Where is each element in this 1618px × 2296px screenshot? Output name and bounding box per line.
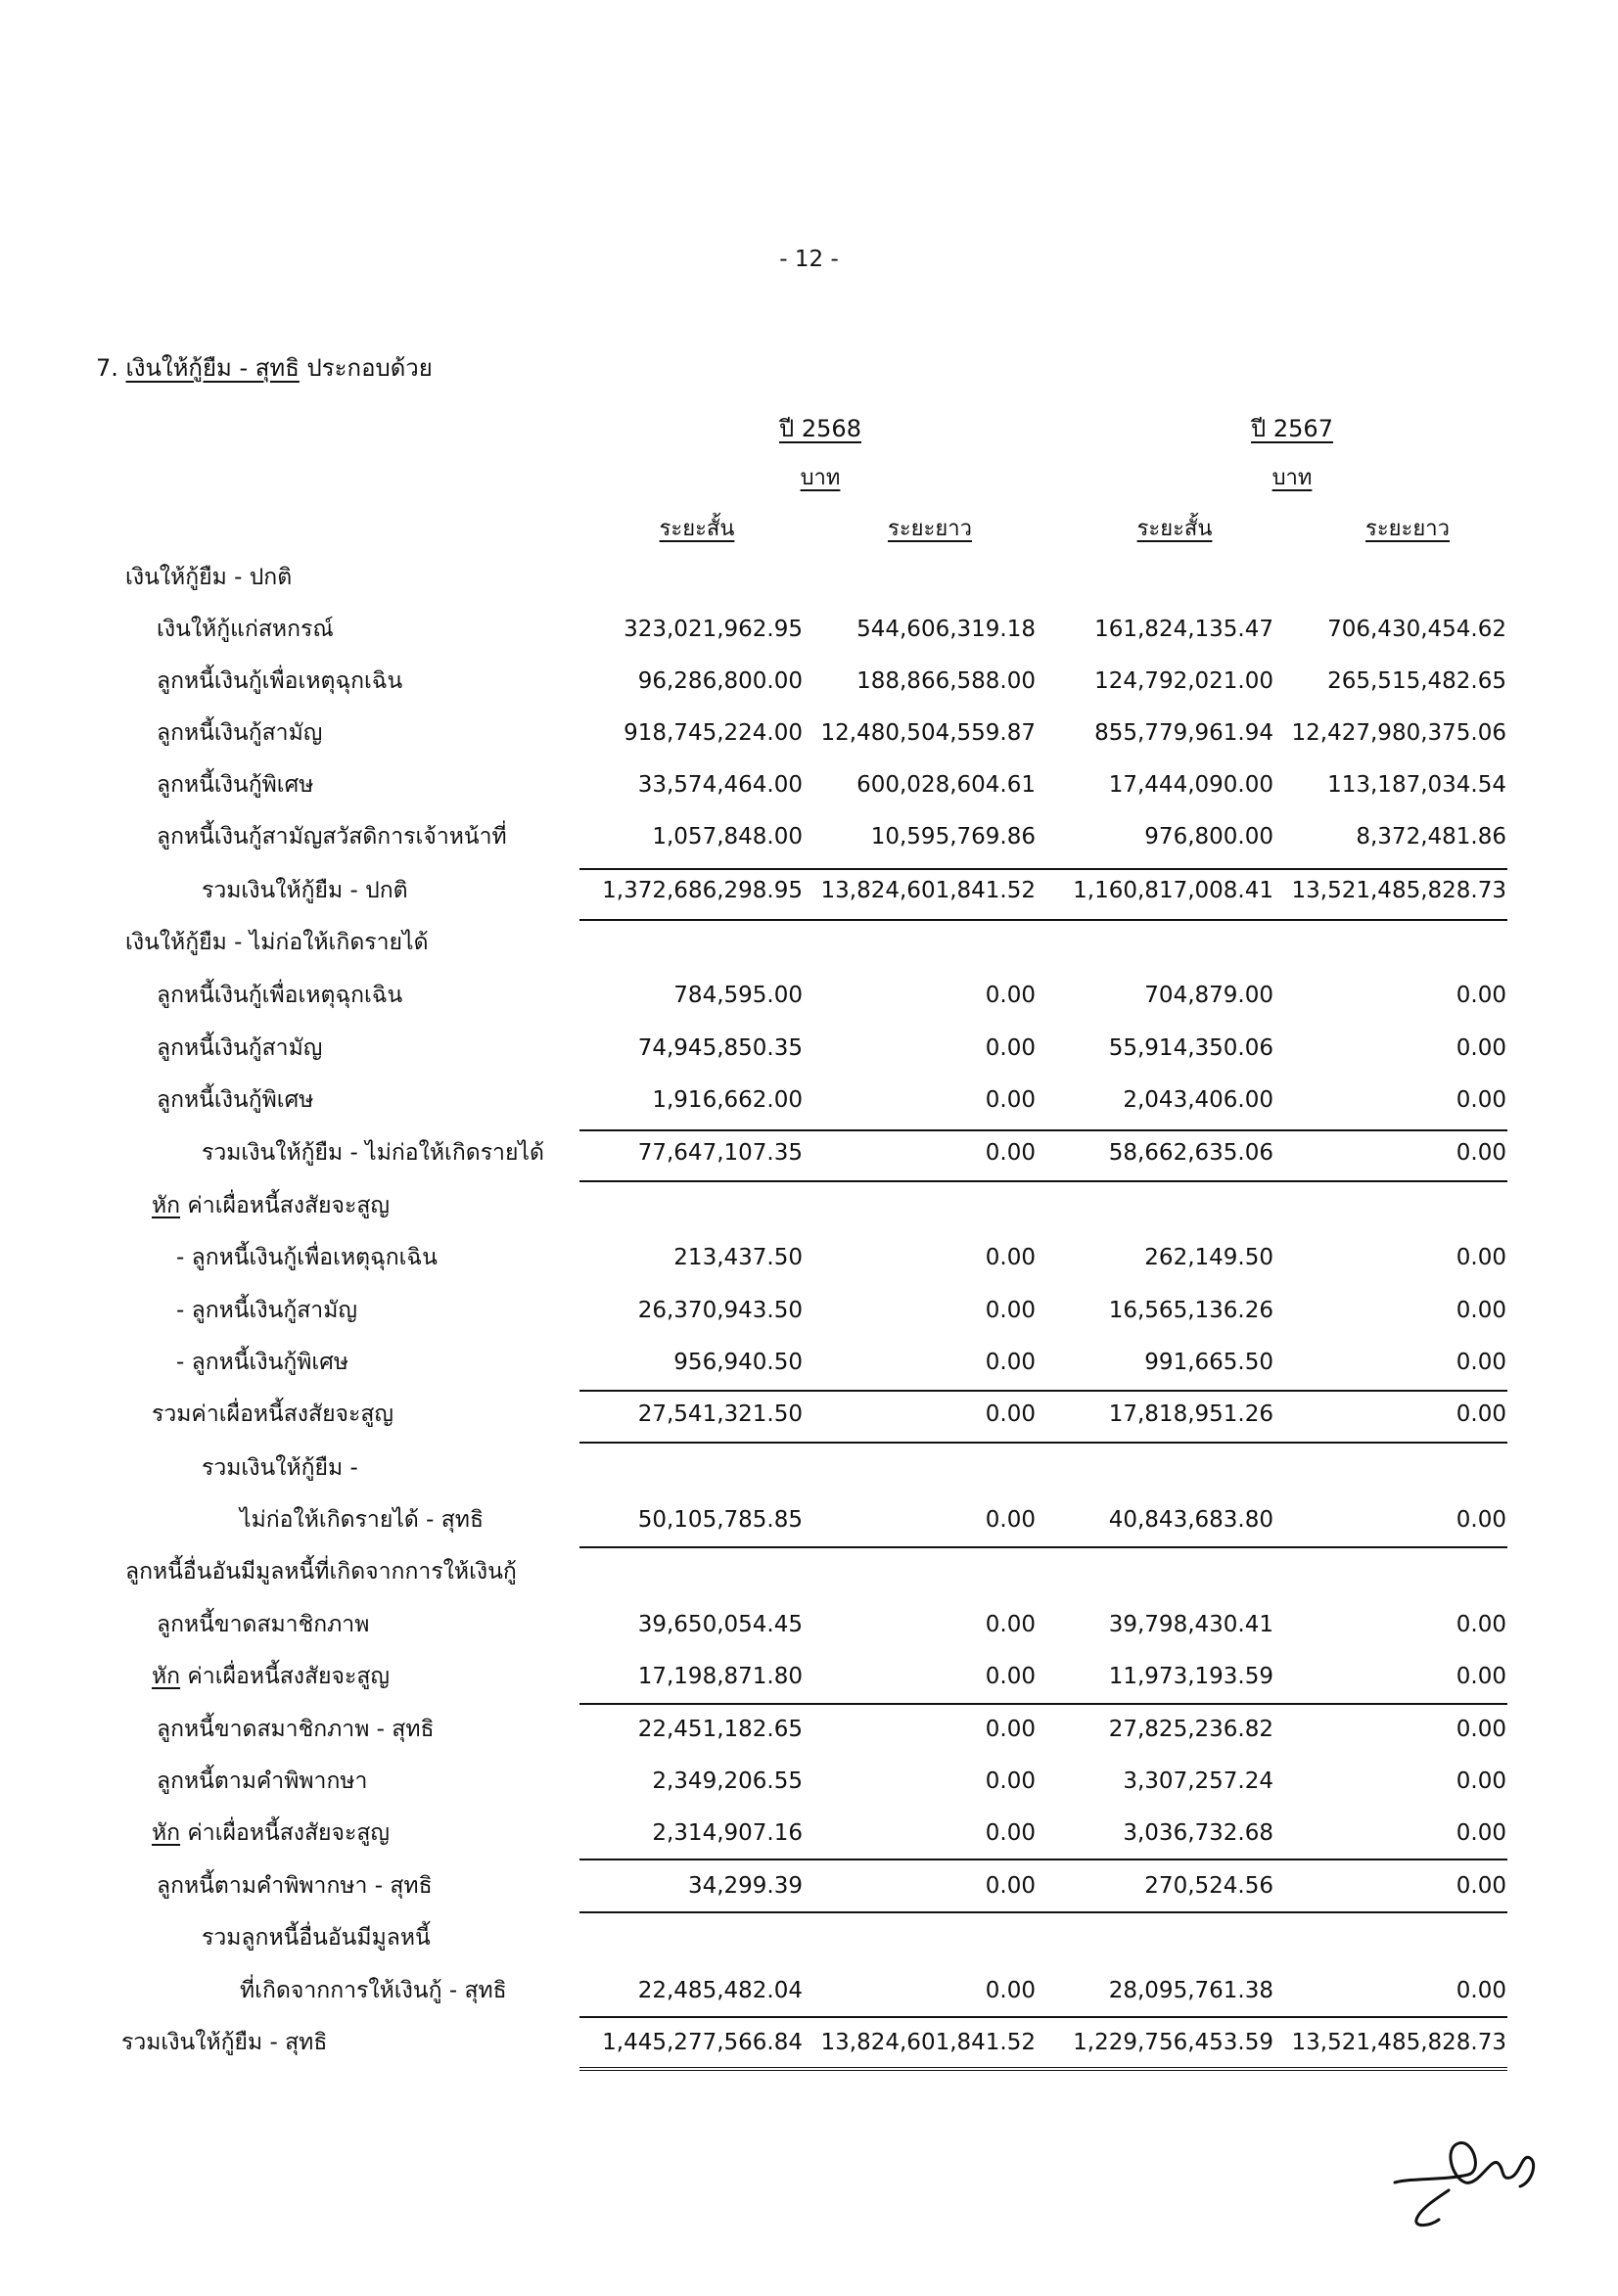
cell-value: 11,973,193.59: [1108, 1664, 1273, 1689]
cell-value: 1,057,848.00: [652, 824, 803, 850]
cell-value: 0.00: [985, 1820, 1036, 1846]
cell-value: 0.00: [1456, 1717, 1506, 1742]
row-label-text: ลูกหนี้อื่นอันมีมูลหนี้ที่เกิดจากการให้เงินกู้: [125, 1559, 517, 1584]
row-label: [240, 1504, 484, 1536]
table-row: [0, 821, 1618, 860]
row-label-text: ลูกหนี้เงินกู้เพื่อเหตุฉุกเฉิน: [157, 668, 403, 694]
cell-value: 17,198,871.80: [637, 1664, 803, 1689]
row-label-text: ค่าเผื่อหนี้สงสัยจะสูญ: [187, 1193, 390, 1218]
page-number: - 12 -: [779, 247, 839, 272]
cell-value: 0.00: [1456, 1507, 1506, 1533]
cell-value: 0.00: [985, 1140, 1036, 1166]
cell-value: 0.00: [985, 1298, 1036, 1323]
table-row: [0, 562, 1618, 601]
table-row: [0, 1714, 1618, 1753]
rule-below-total-npl: [579, 1180, 1507, 1182]
row-label: [121, 2027, 327, 2058]
cell-value: 956,940.50: [673, 1350, 803, 1375]
cell-value: 0.00: [985, 1507, 1036, 1533]
row-label-text: เงินให้กู้ยืม - ไม่ก่อให้เกิดรายได้: [125, 930, 429, 955]
cell-value: 2,314,907.16: [652, 1820, 803, 1846]
row-label: [125, 562, 292, 593]
row-label-text: - ลูกหนี้เงินกู้สามัญ: [176, 1298, 357, 1323]
row-label-text: รวมค่าเผื่อหนี้สงสัยจะสูญ: [152, 1401, 394, 1427]
table-row: [0, 1504, 1618, 1543]
cell-value: 0.00: [1456, 1350, 1506, 1375]
table-row: [0, 1242, 1618, 1281]
row-label: [157, 980, 402, 1011]
row-label: [157, 1870, 433, 1902]
table-row: [0, 614, 1618, 653]
table-row: [0, 1295, 1618, 1334]
cell-value: 74,945,850.35: [637, 1035, 803, 1061]
table-row: [0, 1452, 1618, 1492]
row-label: [240, 1975, 507, 2006]
cell-value: 77,647,107.35: [637, 1140, 803, 1166]
cell-value: 34,299.39: [687, 1873, 803, 1899]
row-label-text: ค่าเผื่อหนี้สงสัยจะสูญ: [187, 1820, 390, 1846]
cell-value: 2,349,206.55: [652, 1768, 803, 1794]
cell-value: 706,430,454.62: [1327, 617, 1506, 642]
cell-value: 27,825,236.82: [1108, 1717, 1273, 1742]
cell-value: 40,843,683.80: [1108, 1507, 1273, 1533]
table-row: [0, 1190, 1618, 1229]
section-title-text: เงินให้กู้ยืม - สุทธิ: [125, 354, 300, 382]
cell-value: 784,595.00: [673, 983, 803, 1008]
row-label: [202, 1922, 431, 1953]
unit-header-2568: บาท: [800, 466, 841, 490]
cell-value: 0.00: [1456, 1612, 1506, 1637]
cell-value: 16,565,136.26: [1108, 1298, 1273, 1323]
cell-value: 0.00: [985, 1768, 1036, 1794]
cell-value: 991,665.50: [1144, 1350, 1273, 1375]
cell-value: 161,824,135.47: [1094, 617, 1273, 642]
cell-value: 0.00: [985, 983, 1036, 1008]
table-row: [0, 769, 1618, 808]
row-label-text: ลูกหนี้เงินกู้สามัญ: [157, 1035, 323, 1061]
cell-value: 0.00: [985, 1035, 1036, 1061]
cell-value: 265,515,482.65: [1327, 668, 1506, 694]
cell-value: 0.00: [985, 1717, 1036, 1742]
row-label-text: - ลูกหนี้เงินกู้พิเศษ: [176, 1350, 349, 1375]
cell-value: 1,445,277,566.84: [602, 2030, 803, 2055]
cell-value: 704,879.00: [1144, 983, 1273, 1008]
cell-value: 33,574,464.00: [637, 772, 803, 798]
cell-value: 0.00: [1456, 983, 1506, 1008]
cell-value: 12,480,504,559.87: [820, 720, 1036, 746]
cell-value: 0.00: [985, 1873, 1036, 1899]
row-label-text: ลูกหนี้เงินกู้สามัญ: [157, 720, 323, 746]
row-label-prefix: หัก: [152, 1664, 181, 1689]
rule-grand-total-double: [579, 2067, 1507, 2074]
row-label-prefix: หัก: [152, 1820, 181, 1846]
col-header-short-2568: ระยะสั้น: [659, 517, 735, 541]
cell-value: 0.00: [1456, 1873, 1506, 1899]
row-label-text: ลูกหนี้เงินกู้พิเศษ: [157, 1087, 314, 1113]
cell-value: 28,095,761.38: [1108, 1978, 1273, 2003]
cell-value: 855,779,961.94: [1094, 720, 1273, 746]
cell-value: 976,800.00: [1144, 824, 1273, 850]
rule-above-total-allowance: [579, 1390, 1507, 1392]
cell-value: 1,160,817,008.41: [1073, 878, 1273, 903]
table-row: [0, 1347, 1618, 1386]
cell-value: 22,485,482.04: [637, 1978, 803, 2003]
cell-value: 1,372,686,298.95: [602, 878, 803, 903]
cell-value: 544,606,319.18: [856, 617, 1036, 642]
table-row: [0, 875, 1618, 914]
cell-value: 0.00: [985, 1245, 1036, 1270]
row-label-prefix: หัก: [152, 1193, 181, 1218]
row-label: [157, 666, 402, 697]
cell-value: 0.00: [1456, 1245, 1506, 1270]
row-label: [157, 1033, 322, 1064]
col-header-long-2568: ระยะยาว: [888, 517, 972, 541]
table-row: [0, 1922, 1618, 1961]
cell-value: 124,792,021.00: [1094, 668, 1273, 694]
row-label: [157, 614, 334, 645]
row-label-text: รวมลูกหนี้อื่นอันมีมูลหนี้: [202, 1925, 431, 1951]
table-row: [0, 1766, 1618, 1805]
cell-value: 17,444,090.00: [1108, 772, 1273, 798]
table-row: [0, 1556, 1618, 1595]
row-label: [176, 1242, 438, 1273]
row-label: [157, 717, 322, 749]
row-label: [157, 821, 507, 852]
row-label: [125, 1556, 517, 1587]
row-label: [176, 1295, 357, 1326]
table-row: [0, 1870, 1618, 1909]
row-label-text: ลูกหนี้เงินกู้เพื่อเหตุฉุกเฉิน: [157, 983, 403, 1008]
cell-value: 918,745,224.00: [624, 720, 803, 746]
table-row: [0, 1975, 1618, 2014]
cell-value: 96,286,800.00: [637, 668, 803, 694]
cell-value: 323,021,962.95: [624, 617, 803, 642]
table-row: [0, 717, 1618, 757]
table-row: [0, 980, 1618, 1019]
col-header-short-2567: ระยะสั้น: [1136, 517, 1213, 541]
cell-value: 213,437.50: [673, 1245, 803, 1270]
cell-value: 12,427,980,375.06: [1291, 720, 1506, 746]
row-label-text: รวมเงินให้กู้ยืม - ปกติ: [202, 878, 408, 903]
cell-value: 27,541,321.50: [637, 1401, 803, 1427]
rule-below-total-normal: [579, 919, 1507, 921]
table-row: [0, 1084, 1618, 1124]
row-label-text: เงินให้กู้ยืม - ปกติ: [125, 565, 293, 590]
rule-judgment-net: [579, 1859, 1507, 1860]
cell-value: 13,521,485,828.73: [1291, 878, 1506, 903]
row-label: [152, 1817, 390, 1849]
table-row: [0, 1137, 1618, 1176]
cell-value: 50,105,785.85: [637, 1507, 803, 1533]
row-label-text: รวมเงินให้กู้ยืม - ไม่ก่อให้เกิดรายได้: [202, 1140, 544, 1166]
row-label: [202, 1452, 358, 1484]
cell-value: 58,662,635.06: [1108, 1140, 1273, 1166]
table-row: [0, 927, 1618, 966]
row-label-text: - ลูกหนี้เงินกู้เพื่อเหตุฉุกเฉิน: [176, 1245, 438, 1270]
cell-value: 13,521,485,828.73: [1291, 2030, 1506, 2055]
cell-value: 0.00: [985, 1087, 1036, 1113]
unit-header-2567: บาท: [1271, 466, 1313, 490]
table-row: [0, 1817, 1618, 1857]
row-label: [157, 769, 313, 801]
cell-value: 3,307,257.24: [1123, 1768, 1273, 1794]
cell-value: 0.00: [985, 1612, 1036, 1637]
row-label-text: ลูกหนี้เงินกู้สามัญสวัสดิการเจ้าหน้าที่: [157, 824, 507, 850]
table-row: [0, 1661, 1618, 1700]
cell-value: 13,824,601,841.52: [820, 878, 1036, 903]
row-label: [125, 927, 429, 958]
cell-value: 0.00: [1456, 1087, 1506, 1113]
year-header-2567: ปี 2567: [1251, 415, 1333, 442]
cell-value: 0.00: [1456, 1978, 1506, 2003]
cell-value: 17,818,951.26: [1108, 1401, 1273, 1427]
row-label-text: รวมเงินให้กู้ยืม - สุทธิ: [121, 2030, 328, 2055]
signature: [1375, 2085, 1551, 2231]
cell-value: 39,798,430.41: [1108, 1612, 1273, 1637]
table-row: [0, 2027, 1618, 2066]
rule-above-total-npl: [579, 1129, 1507, 1131]
row-label: [157, 1714, 435, 1745]
cell-value: 188,866,588.00: [856, 668, 1036, 694]
cell-value: 1,916,662.00: [652, 1087, 803, 1113]
table-row: [0, 666, 1618, 705]
rule-below-total-allowance: [579, 1442, 1507, 1444]
cell-value: 0.00: [985, 1350, 1036, 1375]
row-label-text: ลูกหนี้ตามคำพิพากษา: [157, 1768, 368, 1794]
row-label: [202, 875, 408, 906]
cell-value: 0.00: [985, 1978, 1036, 2003]
cell-value: 55,914,350.06: [1108, 1035, 1273, 1061]
cell-value: 600,028,604.61: [856, 772, 1036, 798]
cell-value: 113,187,034.54: [1327, 772, 1506, 798]
cell-value: 0.00: [1456, 1298, 1506, 1323]
table-row: [0, 1033, 1618, 1072]
section-title-suffix: ประกอบด้วย: [306, 354, 433, 382]
section-title: [96, 348, 433, 387]
cell-value: 8,372,481.86: [1356, 824, 1506, 850]
row-label-text: รวมเงินให้กู้ยืม -: [202, 1455, 358, 1481]
row-label: [152, 1399, 393, 1430]
cell-value: 262,149.50: [1144, 1245, 1273, 1270]
row-label-text: ลูกหนี้เงินกู้พิเศษ: [157, 772, 314, 798]
cell-value: 0.00: [1456, 1401, 1506, 1427]
rule-member-net: [579, 1703, 1507, 1705]
table-row: [0, 1609, 1618, 1648]
cell-value: 0.00: [1456, 1768, 1506, 1794]
table-row: [0, 1399, 1618, 1438]
cell-value: 0.00: [1456, 1035, 1506, 1061]
row-label-text: ลูกหนี้ขาดสมาชิกภาพ: [157, 1612, 370, 1637]
cell-value: 13,824,601,841.52: [820, 2030, 1036, 2055]
section-number: 7.: [96, 354, 118, 382]
row-label-text: ที่เกิดจากการให้เงินกู้ - สุทธิ: [240, 1978, 507, 2003]
cell-value: 0.00: [985, 1401, 1036, 1427]
row-label-text: ค่าเผื่อหนี้สงสัยจะสูญ: [187, 1664, 390, 1689]
row-label: [157, 1766, 367, 1797]
cell-value: 10,595,769.86: [870, 824, 1036, 850]
row-label: [176, 1347, 348, 1378]
cell-value: 270,524.56: [1144, 1873, 1273, 1899]
year-header-2568: ปี 2568: [779, 415, 861, 442]
row-label-text: ไม่ก่อให้เกิดรายได้ - สุทธิ: [240, 1507, 484, 1533]
rule-above-total-normal: [579, 868, 1507, 870]
cell-value: 39,650,054.45: [637, 1612, 803, 1637]
cell-value: 1,229,756,453.59: [1073, 2030, 1273, 2055]
row-label-text: ลูกหนี้ตามคำพิพากษา - สุทธิ: [157, 1873, 433, 1899]
cell-value: 0.00: [1456, 1820, 1506, 1846]
cell-value: 26,370,943.50: [637, 1298, 803, 1323]
rule-npl-net: [579, 1546, 1507, 1548]
cell-value: 0.00: [1456, 1664, 1506, 1689]
row-label: [152, 1661, 390, 1692]
col-header-long-2567: ระยะยาว: [1365, 517, 1450, 541]
rule-other-net: [579, 1911, 1507, 1913]
cell-value: 0.00: [1456, 1140, 1506, 1166]
cell-value: 2,043,406.00: [1123, 1087, 1273, 1113]
row-label-text: เงินให้กู้แก่สหกรณ์: [157, 617, 334, 642]
row-label: [157, 1084, 313, 1116]
row-label: [152, 1190, 390, 1221]
cell-value: 0.00: [985, 1664, 1036, 1689]
cell-value: 3,036,732.68: [1123, 1820, 1273, 1846]
cell-value: 22,451,182.65: [637, 1717, 803, 1742]
row-label-text: ลูกหนี้ขาดสมาชิกภาพ - สุทธิ: [157, 1717, 435, 1742]
row-label: [202, 1137, 544, 1169]
rule-above-grand-total: [579, 2016, 1507, 2018]
row-label: [157, 1609, 369, 1640]
